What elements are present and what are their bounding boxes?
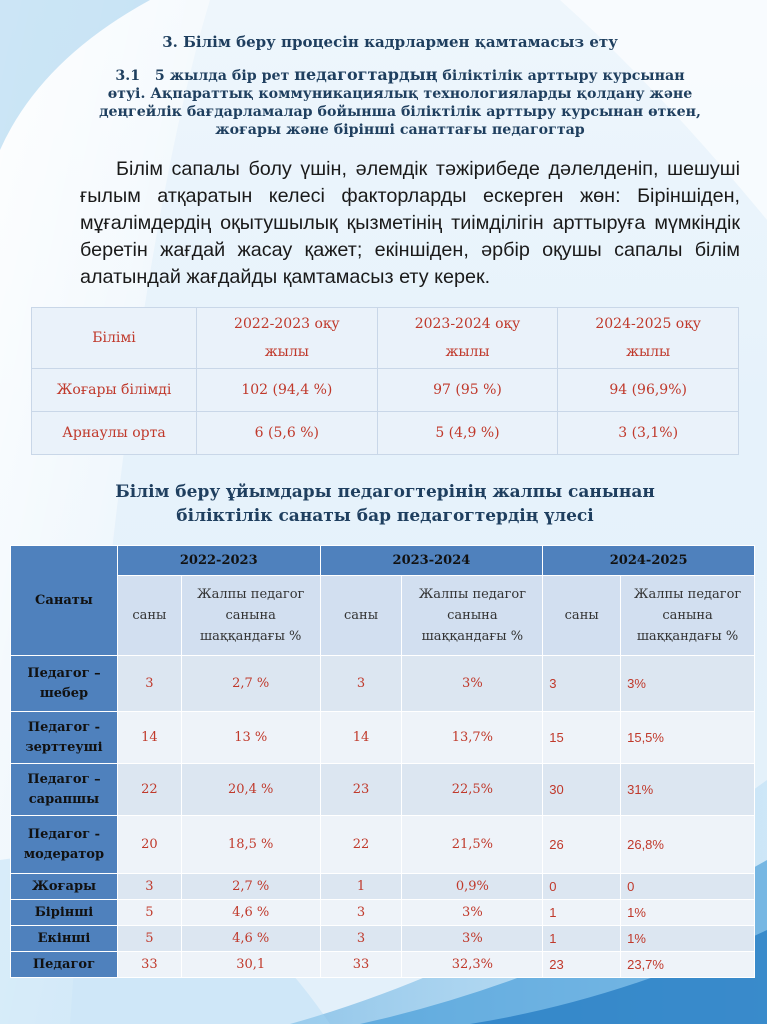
table-cell: 33 bbox=[320, 952, 402, 978]
header-percent-line3: шаққандағы % bbox=[200, 629, 302, 644]
table-cell: 5 bbox=[117, 926, 181, 952]
table-row bbox=[11, 712, 755, 764]
row-label-line1: Педагог – bbox=[27, 771, 101, 787]
table2-title-line1: Білім беру ұйымдары педагогтерінің жалпы санынан bbox=[115, 482, 655, 502]
table-cell: 5 bbox=[117, 900, 181, 926]
header-count: саны bbox=[320, 576, 402, 656]
table-cell: 6 (5,6 %) bbox=[197, 412, 378, 455]
row-label-line1: Жоғары bbox=[31, 878, 97, 894]
header-year-line1: 2023-2024 оқу bbox=[414, 316, 521, 332]
row-label-line1: Педагог - bbox=[27, 826, 101, 842]
row-label bbox=[11, 656, 118, 712]
table-cell: 22,5% bbox=[402, 764, 543, 816]
table-row bbox=[11, 926, 755, 952]
qualification-category-table bbox=[10, 545, 755, 978]
table-cell: 1 bbox=[543, 900, 621, 926]
row-label-line1: Педагог – bbox=[27, 665, 101, 681]
table-cell: 1 bbox=[320, 874, 402, 900]
table-cell: 3% bbox=[621, 656, 755, 712]
table-cell: 3 bbox=[320, 926, 402, 952]
table-row bbox=[11, 764, 755, 816]
table-cell: 30,1 bbox=[181, 952, 320, 978]
row-label bbox=[11, 816, 118, 874]
section-title: 3. Білім беру процесін кадрлармен қамтамасыз ету bbox=[162, 33, 618, 51]
table-cell: 3% bbox=[402, 900, 543, 926]
table-cell: 23,7% bbox=[621, 952, 755, 978]
table-cell: 26,8% bbox=[621, 816, 755, 874]
table-cell: 5 (4,9 %) bbox=[377, 412, 558, 455]
table-row bbox=[32, 369, 739, 412]
table-cell: 3 bbox=[117, 656, 181, 712]
subsection-text-part1: 5 жылда бір рет bbox=[154, 68, 290, 84]
table-cell: 3 bbox=[543, 656, 621, 712]
table-cell: 2,7 % bbox=[181, 874, 320, 900]
table-cell: 30 bbox=[543, 764, 621, 816]
table-cell: 3% bbox=[402, 926, 543, 952]
table-cell: 3 (3,1%) bbox=[558, 412, 739, 455]
header-year-2024-2025 bbox=[558, 308, 739, 369]
header-percent bbox=[402, 576, 543, 656]
header-percent bbox=[621, 576, 755, 656]
table-cell: 14 bbox=[117, 712, 181, 764]
subsection-line4: жоғары және бірінші санаттағы педагогтар bbox=[215, 122, 585, 138]
education-level-table bbox=[31, 307, 739, 455]
table-cell: 13 % bbox=[181, 712, 320, 764]
table-row bbox=[11, 952, 755, 978]
table-cell: 33 bbox=[117, 952, 181, 978]
table-row bbox=[11, 816, 755, 874]
header-percent bbox=[181, 576, 320, 656]
table2-title-line2: біліктілік санаты бар педагогтердің үлесі bbox=[176, 506, 594, 526]
table-cell: 3 bbox=[117, 874, 181, 900]
table-cell: 0 bbox=[621, 874, 755, 900]
table-row bbox=[11, 656, 755, 712]
row-label bbox=[11, 764, 118, 816]
table-cell: 20 bbox=[117, 816, 181, 874]
table-cell: 32,3% bbox=[402, 952, 543, 978]
header-year-2024-2025: 2024-2025 bbox=[543, 546, 755, 576]
table-header-row bbox=[32, 308, 739, 369]
subsection-line3: деңгейлік бағдарламалар бойынша біліктілік арттыру курсынан өткен, bbox=[99, 104, 701, 120]
row-label bbox=[11, 952, 118, 978]
table-cell: 14 bbox=[320, 712, 402, 764]
header-year-line2: жылы bbox=[445, 344, 490, 360]
table-cell: 1% bbox=[621, 926, 755, 952]
table-cell: 94 (96,9%) bbox=[558, 369, 739, 412]
table-cell: 22 bbox=[117, 764, 181, 816]
row-label: Арнаулы орта bbox=[32, 412, 197, 455]
header-category: Санаты bbox=[11, 546, 118, 656]
table-cell: 22 bbox=[320, 816, 402, 874]
table-header-row bbox=[11, 546, 755, 576]
table-cell: 4,6 % bbox=[181, 926, 320, 952]
subsection-line2: өтуі. Ақпараттық коммуникациялық технологияларды қолдану және bbox=[107, 86, 693, 102]
row-label bbox=[11, 926, 118, 952]
header-year-line1: 2024-2025 оқу bbox=[595, 316, 701, 332]
header-year-line2: жылы bbox=[264, 344, 309, 360]
table-cell: 0,9% bbox=[402, 874, 543, 900]
table-cell: 102 (94,4 %) bbox=[197, 369, 378, 412]
subsection-title bbox=[70, 66, 730, 139]
table-cell: 3 bbox=[320, 900, 402, 926]
subsection-text-part2: педагогтардың bbox=[294, 65, 438, 84]
table-row bbox=[11, 900, 755, 926]
row-label-line1: Педагог bbox=[32, 956, 96, 972]
table-cell: 15 bbox=[543, 712, 621, 764]
header-education: Білімі bbox=[32, 308, 197, 369]
table-cell: 18,5 % bbox=[181, 816, 320, 874]
header-percent-line3: шаққандағы % bbox=[421, 629, 524, 644]
table-cell: 26 bbox=[543, 816, 621, 874]
table-cell: 31% bbox=[621, 764, 755, 816]
table-cell: 21,5% bbox=[402, 816, 543, 874]
header-count: саны bbox=[117, 576, 181, 656]
header-year-2023-2024 bbox=[377, 308, 558, 369]
table-row bbox=[32, 412, 739, 455]
row-label-line2: модератор bbox=[23, 846, 105, 862]
header-percent-line1: Жалпы педагог bbox=[633, 587, 742, 602]
row-label: Жоғары білімді bbox=[32, 369, 197, 412]
header-count: саны bbox=[543, 576, 621, 656]
table-cell: 97 (95 %) bbox=[377, 369, 558, 412]
header-percent-line2: санына bbox=[447, 608, 498, 623]
row-label-line2: зерттеуші bbox=[25, 739, 103, 755]
intro-paragraph: Білім сапалы болу үшін, әлемдік тәжірибеде дәлелденіп, шешуші ғылым атқаратын келесі факторларды ескерген жөн: Біріншіден, мұғалімдердің оқытушылық қызметінің тиімділігін арттыруға мүмкіндік беретін жағдай жасау қажет; екіншіден, әрбір оқушы сапалы білім алатындай жағдайды қамтамасыз ету керек. bbox=[80, 158, 740, 288]
row-label-line1: Екінші bbox=[37, 930, 91, 946]
table2-title bbox=[80, 480, 690, 528]
table-cell: 13,7% bbox=[402, 712, 543, 764]
table-cell: 3 bbox=[320, 656, 402, 712]
row-label bbox=[11, 900, 118, 926]
table-cell: 15,5% bbox=[621, 712, 755, 764]
header-percent-line1: Жалпы педагог bbox=[418, 587, 527, 602]
header-percent-line2: санына bbox=[225, 608, 276, 623]
table-cell: 23 bbox=[320, 764, 402, 816]
subsection-number: 3.1 bbox=[115, 68, 141, 84]
table-cell: 20,4 % bbox=[181, 764, 320, 816]
header-year-2022-2023: 2022-2023 bbox=[117, 546, 320, 576]
table-cell: 0 bbox=[543, 874, 621, 900]
table-row bbox=[11, 874, 755, 900]
table-cell: 2,7 % bbox=[181, 656, 320, 712]
table-subheader-row bbox=[11, 576, 755, 656]
table-cell: 1% bbox=[621, 900, 755, 926]
row-label bbox=[11, 874, 118, 900]
header-year-2023-2024: 2023-2024 bbox=[320, 546, 543, 576]
row-label bbox=[11, 712, 118, 764]
header-percent-line1: Жалпы педагог bbox=[197, 587, 305, 602]
row-label-line2: сарапшы bbox=[28, 791, 100, 807]
table-cell: 4,6 % bbox=[181, 900, 320, 926]
row-label-line1: Педагог - bbox=[27, 719, 101, 735]
table-cell: 3% bbox=[402, 656, 543, 712]
row-label-line2: шебер bbox=[39, 685, 89, 701]
header-year-2022-2023 bbox=[197, 308, 378, 369]
subsection-text-part3: біліктілік арттыру курсынан bbox=[442, 68, 685, 84]
table-cell: 23 bbox=[543, 952, 621, 978]
row-label-line1: Бірінші bbox=[34, 904, 94, 920]
header-year-line1: 2022-2023 оқу bbox=[234, 316, 340, 332]
header-percent-line3: шаққандағы % bbox=[636, 629, 739, 644]
header-percent-line2: санына bbox=[662, 608, 713, 623]
header-year-line2: жылы bbox=[626, 344, 671, 360]
table-cell: 1 bbox=[543, 926, 621, 952]
